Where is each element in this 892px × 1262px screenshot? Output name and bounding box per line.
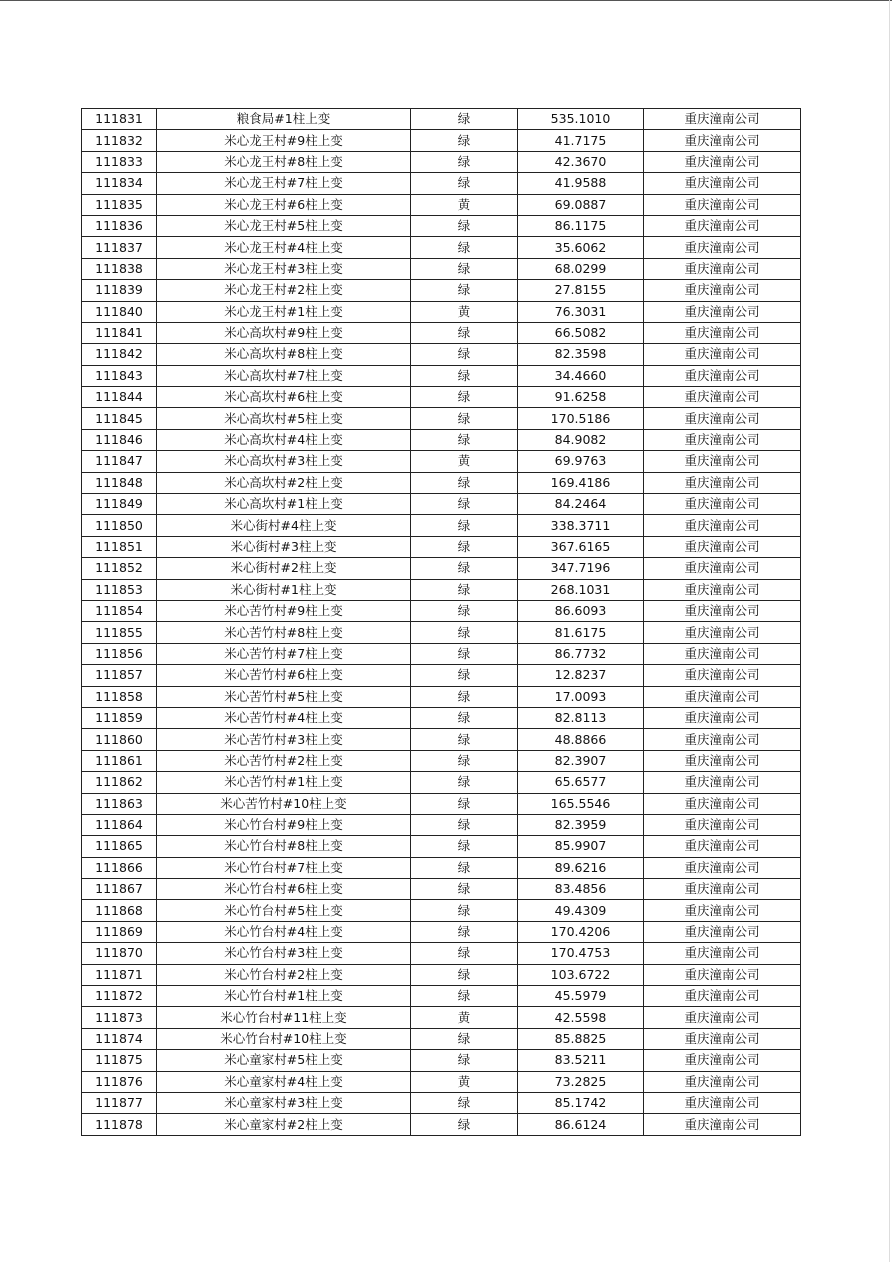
cell-value: 338.3711 <box>518 515 644 536</box>
cell-name: 米心龙王村#3柱上变 <box>157 258 411 279</box>
cell-value: 82.3907 <box>518 750 644 771</box>
cell-organization: 重庆潼南公司 <box>644 943 801 964</box>
cell-value: 85.1742 <box>518 1092 644 1113</box>
table-row <box>82 772 801 793</box>
cell-value: 73.2825 <box>518 1071 644 1092</box>
cell-name: 米心苦竹村#6柱上变 <box>157 665 411 686</box>
table-row <box>82 472 801 493</box>
cell-id: 111832 <box>82 130 157 151</box>
cell-value: 347.7196 <box>518 558 644 579</box>
cell-organization: 重庆潼南公司 <box>644 900 801 921</box>
cell-organization: 重庆潼南公司 <box>644 964 801 985</box>
cell-status-color: 绿 <box>411 579 518 600</box>
cell-value: 165.5546 <box>518 793 644 814</box>
cell-value: 34.4660 <box>518 365 644 386</box>
cell-value: 45.5979 <box>518 986 644 1007</box>
cell-name: 米心高坎村#6柱上变 <box>157 387 411 408</box>
cell-value: 91.6258 <box>518 387 644 408</box>
table-row <box>82 579 801 600</box>
cell-status-color: 绿 <box>411 836 518 857</box>
cell-value: 35.6062 <box>518 237 644 258</box>
table-row <box>82 515 801 536</box>
cell-value: 84.2464 <box>518 494 644 515</box>
cell-value: 41.9588 <box>518 173 644 194</box>
cell-organization: 重庆潼南公司 <box>644 622 801 643</box>
table-row <box>82 130 801 151</box>
cell-id: 111861 <box>82 750 157 771</box>
table-row <box>82 408 801 429</box>
cell-name: 米心高坎村#5柱上变 <box>157 408 411 429</box>
cell-value: 367.6165 <box>518 536 644 557</box>
cell-value: 82.3959 <box>518 814 644 835</box>
cell-status-color: 绿 <box>411 793 518 814</box>
cell-organization: 重庆潼南公司 <box>644 1028 801 1049</box>
cell-value: 83.5211 <box>518 1050 644 1071</box>
cell-value: 82.8113 <box>518 707 644 728</box>
table-row <box>82 109 801 130</box>
table-row <box>82 301 801 322</box>
cell-id: 111864 <box>82 814 157 835</box>
cell-status-color: 绿 <box>411 964 518 985</box>
cell-name: 米心苦竹村#3柱上变 <box>157 729 411 750</box>
table-row <box>82 558 801 579</box>
cell-organization: 重庆潼南公司 <box>644 707 801 728</box>
cell-name: 米心高坎村#8柱上变 <box>157 344 411 365</box>
cell-name: 米心竹台村#9柱上变 <box>157 814 411 835</box>
cell-name: 米心苦竹村#4柱上变 <box>157 707 411 728</box>
table-row <box>82 1092 801 1113</box>
table-row <box>82 194 801 215</box>
cell-id: 111866 <box>82 857 157 878</box>
cell-id: 111872 <box>82 986 157 1007</box>
cell-name: 米心龙王村#8柱上变 <box>157 151 411 172</box>
table-body <box>82 109 801 1136</box>
cell-status-color: 绿 <box>411 1092 518 1113</box>
cell-status-color: 绿 <box>411 280 518 301</box>
cell-name: 米心龙王村#6柱上变 <box>157 194 411 215</box>
cell-organization: 重庆潼南公司 <box>644 558 801 579</box>
table-row <box>82 707 801 728</box>
cell-organization: 重庆潼南公司 <box>644 194 801 215</box>
cell-name: 米心苦竹村#5柱上变 <box>157 686 411 707</box>
cell-organization: 重庆潼南公司 <box>644 1007 801 1028</box>
cell-organization: 重庆潼南公司 <box>644 151 801 172</box>
cell-id: 111865 <box>82 836 157 857</box>
table-row <box>82 793 801 814</box>
cell-value: 17.0093 <box>518 686 644 707</box>
table-row <box>82 1028 801 1049</box>
table-row <box>82 836 801 857</box>
cell-organization: 重庆潼南公司 <box>644 814 801 835</box>
cell-name: 米心苦竹村#1柱上变 <box>157 772 411 793</box>
cell-name: 米心竹台村#5柱上变 <box>157 900 411 921</box>
cell-name: 米心苦竹村#9柱上变 <box>157 600 411 621</box>
page-right-edge <box>889 0 890 1262</box>
table-row <box>82 1007 801 1028</box>
table-row <box>82 258 801 279</box>
cell-value: 86.6124 <box>518 1114 644 1135</box>
cell-value: 84.9082 <box>518 429 644 450</box>
cell-id: 111838 <box>82 258 157 279</box>
table-row <box>82 536 801 557</box>
cell-organization: 重庆潼南公司 <box>644 1114 801 1135</box>
cell-organization: 重庆潼南公司 <box>644 258 801 279</box>
cell-name: 米心竹台村#2柱上变 <box>157 964 411 985</box>
table-row <box>82 622 801 643</box>
cell-value: 86.7732 <box>518 643 644 664</box>
cell-id: 111850 <box>82 515 157 536</box>
cell-name: 米心龙王村#1柱上变 <box>157 301 411 322</box>
cell-id: 111863 <box>82 793 157 814</box>
cell-status-color: 绿 <box>411 643 518 664</box>
cell-status-color: 绿 <box>411 814 518 835</box>
cell-name: 米心苦竹村#7柱上变 <box>157 643 411 664</box>
table-row <box>82 237 801 258</box>
cell-id: 111844 <box>82 387 157 408</box>
cell-status-color: 绿 <box>411 686 518 707</box>
cell-id: 111857 <box>82 665 157 686</box>
cell-status-color: 绿 <box>411 1028 518 1049</box>
cell-id: 111856 <box>82 643 157 664</box>
cell-status-color: 绿 <box>411 857 518 878</box>
cell-organization: 重庆潼南公司 <box>644 109 801 130</box>
cell-status-color: 绿 <box>411 151 518 172</box>
cell-value: 65.6577 <box>518 772 644 793</box>
cell-organization: 重庆潼南公司 <box>644 1050 801 1071</box>
cell-value: 42.5598 <box>518 1007 644 1028</box>
table-row <box>82 665 801 686</box>
table-row <box>82 1050 801 1071</box>
cell-id: 111860 <box>82 729 157 750</box>
cell-name: 米心街村#4柱上变 <box>157 515 411 536</box>
cell-name: 米心高坎村#9柱上变 <box>157 322 411 343</box>
cell-id: 111876 <box>82 1071 157 1092</box>
cell-name: 米心高坎村#3柱上变 <box>157 451 411 472</box>
cell-id: 111862 <box>82 772 157 793</box>
cell-status-color: 绿 <box>411 408 518 429</box>
cell-status-color: 黄 <box>411 1007 518 1028</box>
cell-status-color: 绿 <box>411 173 518 194</box>
cell-name: 米心街村#1柱上变 <box>157 579 411 600</box>
table-row <box>82 387 801 408</box>
cell-organization: 重庆潼南公司 <box>644 365 801 386</box>
cell-name: 粮食局#1柱上变 <box>157 109 411 130</box>
cell-id: 111853 <box>82 579 157 600</box>
cell-status-color: 绿 <box>411 1050 518 1071</box>
cell-value: 27.8155 <box>518 280 644 301</box>
cell-id: 111875 <box>82 1050 157 1071</box>
cell-organization: 重庆潼南公司 <box>644 879 801 900</box>
cell-organization: 重庆潼南公司 <box>644 451 801 472</box>
table-row <box>82 1071 801 1092</box>
cell-name: 米心童家村#2柱上变 <box>157 1114 411 1135</box>
cell-status-color: 绿 <box>411 365 518 386</box>
cell-status-color: 绿 <box>411 429 518 450</box>
cell-organization: 重庆潼南公司 <box>644 408 801 429</box>
cell-organization: 重庆潼南公司 <box>644 536 801 557</box>
table-row <box>82 1114 801 1135</box>
table-row <box>82 729 801 750</box>
table-row <box>82 344 801 365</box>
cell-status-color: 绿 <box>411 215 518 236</box>
cell-id: 111846 <box>82 429 157 450</box>
cell-organization: 重庆潼南公司 <box>644 986 801 1007</box>
cell-status-color: 绿 <box>411 921 518 942</box>
cell-value: 69.0887 <box>518 194 644 215</box>
table-row <box>82 173 801 194</box>
cell-organization: 重庆潼南公司 <box>644 130 801 151</box>
cell-name: 米心竹台村#7柱上变 <box>157 857 411 878</box>
cell-organization: 重庆潼南公司 <box>644 665 801 686</box>
table-row <box>82 322 801 343</box>
table-row <box>82 879 801 900</box>
cell-name: 米心童家村#4柱上变 <box>157 1071 411 1092</box>
cell-status-color: 绿 <box>411 536 518 557</box>
table-row <box>82 857 801 878</box>
cell-value: 83.4856 <box>518 879 644 900</box>
cell-name: 米心竹台村#11柱上变 <box>157 1007 411 1028</box>
cell-organization: 重庆潼南公司 <box>644 643 801 664</box>
cell-value: 68.0299 <box>518 258 644 279</box>
cell-status-color: 绿 <box>411 900 518 921</box>
transformer-table <box>81 108 801 1136</box>
cell-name: 米心苦竹村#8柱上变 <box>157 622 411 643</box>
cell-name: 米心苦竹村#2柱上变 <box>157 750 411 771</box>
cell-organization: 重庆潼南公司 <box>644 429 801 450</box>
cell-id: 111851 <box>82 536 157 557</box>
cell-organization: 重庆潼南公司 <box>644 215 801 236</box>
cell-organization: 重庆潼南公司 <box>644 301 801 322</box>
cell-id: 111868 <box>82 900 157 921</box>
cell-id: 111837 <box>82 237 157 258</box>
cell-value: 82.3598 <box>518 344 644 365</box>
cell-id: 111843 <box>82 365 157 386</box>
cell-organization: 重庆潼南公司 <box>644 515 801 536</box>
cell-organization: 重庆潼南公司 <box>644 793 801 814</box>
cell-name: 米心竹台村#3柱上变 <box>157 943 411 964</box>
cell-id: 111845 <box>82 408 157 429</box>
cell-organization: 重庆潼南公司 <box>644 772 801 793</box>
cell-value: 170.4753 <box>518 943 644 964</box>
cell-value: 49.4309 <box>518 900 644 921</box>
cell-status-color: 绿 <box>411 729 518 750</box>
cell-id: 111834 <box>82 173 157 194</box>
cell-id: 111878 <box>82 1114 157 1135</box>
table-row <box>82 215 801 236</box>
cell-value: 170.4206 <box>518 921 644 942</box>
cell-organization: 重庆潼南公司 <box>644 1092 801 1113</box>
table-row <box>82 280 801 301</box>
cell-status-color: 绿 <box>411 1114 518 1135</box>
cell-value: 103.6722 <box>518 964 644 985</box>
cell-name: 米心高坎村#1柱上变 <box>157 494 411 515</box>
cell-status-color: 黄 <box>411 451 518 472</box>
cell-status-color: 绿 <box>411 109 518 130</box>
cell-name: 米心龙王村#4柱上变 <box>157 237 411 258</box>
table-row <box>82 986 801 1007</box>
cell-organization: 重庆潼南公司 <box>644 344 801 365</box>
cell-value: 86.1175 <box>518 215 644 236</box>
table-row <box>82 494 801 515</box>
cell-status-color: 绿 <box>411 258 518 279</box>
cell-value: 12.8237 <box>518 665 644 686</box>
table-row <box>82 943 801 964</box>
table-row <box>82 365 801 386</box>
table-row <box>82 686 801 707</box>
cell-organization: 重庆潼南公司 <box>644 472 801 493</box>
cell-status-color: 绿 <box>411 879 518 900</box>
cell-id: 111874 <box>82 1028 157 1049</box>
cell-name: 米心童家村#3柱上变 <box>157 1092 411 1113</box>
table-row <box>82 151 801 172</box>
table-row <box>82 600 801 621</box>
cell-status-color: 绿 <box>411 472 518 493</box>
cell-id: 111841 <box>82 322 157 343</box>
cell-id: 111848 <box>82 472 157 493</box>
cell-organization: 重庆潼南公司 <box>644 750 801 771</box>
cell-id: 111840 <box>82 301 157 322</box>
cell-id: 111869 <box>82 921 157 942</box>
cell-id: 111852 <box>82 558 157 579</box>
cell-status-color: 绿 <box>411 986 518 1007</box>
cell-name: 米心高坎村#4柱上变 <box>157 429 411 450</box>
table-row <box>82 921 801 942</box>
cell-value: 69.9763 <box>518 451 644 472</box>
cell-name: 米心街村#3柱上变 <box>157 536 411 557</box>
cell-value: 268.1031 <box>518 579 644 600</box>
cell-name: 米心苦竹村#10柱上变 <box>157 793 411 814</box>
cell-status-color: 绿 <box>411 130 518 151</box>
cell-name: 米心童家村#5柱上变 <box>157 1050 411 1071</box>
cell-organization: 重庆潼南公司 <box>644 494 801 515</box>
cell-organization: 重庆潼南公司 <box>644 237 801 258</box>
cell-name: 米心龙王村#7柱上变 <box>157 173 411 194</box>
cell-value: 41.7175 <box>518 130 644 151</box>
cell-status-color: 绿 <box>411 387 518 408</box>
cell-value: 86.6093 <box>518 600 644 621</box>
table-row <box>82 814 801 835</box>
cell-organization: 重庆潼南公司 <box>644 836 801 857</box>
cell-id: 111836 <box>82 215 157 236</box>
table-row <box>82 643 801 664</box>
cell-id: 111849 <box>82 494 157 515</box>
cell-status-color: 黄 <box>411 194 518 215</box>
cell-value: 535.1010 <box>518 109 644 130</box>
cell-status-color: 绿 <box>411 237 518 258</box>
cell-status-color: 绿 <box>411 750 518 771</box>
table-row <box>82 451 801 472</box>
cell-status-color: 绿 <box>411 665 518 686</box>
cell-organization: 重庆潼南公司 <box>644 173 801 194</box>
cell-status-color: 绿 <box>411 494 518 515</box>
cell-organization: 重庆潼南公司 <box>644 322 801 343</box>
cell-status-color: 绿 <box>411 707 518 728</box>
cell-name: 米心街村#2柱上变 <box>157 558 411 579</box>
cell-status-color: 绿 <box>411 943 518 964</box>
cell-id: 111873 <box>82 1007 157 1028</box>
cell-value: 169.4186 <box>518 472 644 493</box>
cell-status-color: 绿 <box>411 322 518 343</box>
cell-value: 85.9907 <box>518 836 644 857</box>
cell-name: 米心高坎村#2柱上变 <box>157 472 411 493</box>
cell-value: 66.5082 <box>518 322 644 343</box>
cell-name: 米心龙王村#2柱上变 <box>157 280 411 301</box>
cell-value: 48.8866 <box>518 729 644 750</box>
cell-id: 111833 <box>82 151 157 172</box>
cell-id: 111867 <box>82 879 157 900</box>
cell-id: 111855 <box>82 622 157 643</box>
cell-organization: 重庆潼南公司 <box>644 579 801 600</box>
table-row <box>82 429 801 450</box>
cell-organization: 重庆潼南公司 <box>644 387 801 408</box>
cell-organization: 重庆潼南公司 <box>644 1071 801 1092</box>
cell-id: 111842 <box>82 344 157 365</box>
cell-status-color: 绿 <box>411 772 518 793</box>
cell-name: 米心龙王村#5柱上变 <box>157 215 411 236</box>
cell-status-color: 绿 <box>411 558 518 579</box>
cell-id: 111831 <box>82 109 157 130</box>
cell-organization: 重庆潼南公司 <box>644 686 801 707</box>
cell-id: 111835 <box>82 194 157 215</box>
cell-name: 米心竹台村#10柱上变 <box>157 1028 411 1049</box>
table-row <box>82 750 801 771</box>
cell-name: 米心竹台村#4柱上变 <box>157 921 411 942</box>
cell-value: 89.6216 <box>518 857 644 878</box>
table-row <box>82 900 801 921</box>
page-top-border <box>0 0 892 1</box>
cell-status-color: 绿 <box>411 600 518 621</box>
cell-value: 81.6175 <box>518 622 644 643</box>
cell-organization: 重庆潼南公司 <box>644 280 801 301</box>
cell-id: 111858 <box>82 686 157 707</box>
cell-name: 米心竹台村#1柱上变 <box>157 986 411 1007</box>
cell-name: 米心竹台村#6柱上变 <box>157 879 411 900</box>
cell-status-color: 绿 <box>411 344 518 365</box>
cell-id: 111847 <box>82 451 157 472</box>
cell-status-color: 绿 <box>411 515 518 536</box>
cell-id: 111839 <box>82 280 157 301</box>
cell-organization: 重庆潼南公司 <box>644 857 801 878</box>
cell-name: 米心竹台村#8柱上变 <box>157 836 411 857</box>
cell-status-color: 黄 <box>411 301 518 322</box>
cell-value: 42.3670 <box>518 151 644 172</box>
cell-id: 111859 <box>82 707 157 728</box>
cell-value: 170.5186 <box>518 408 644 429</box>
cell-organization: 重庆潼南公司 <box>644 921 801 942</box>
cell-organization: 重庆潼南公司 <box>644 729 801 750</box>
cell-status-color: 黄 <box>411 1071 518 1092</box>
cell-id: 111854 <box>82 600 157 621</box>
cell-value: 76.3031 <box>518 301 644 322</box>
cell-status-color: 绿 <box>411 622 518 643</box>
cell-id: 111870 <box>82 943 157 964</box>
table-row <box>82 964 801 985</box>
cell-name: 米心高坎村#7柱上变 <box>157 365 411 386</box>
cell-value: 85.8825 <box>518 1028 644 1049</box>
cell-name: 米心龙王村#9柱上变 <box>157 130 411 151</box>
cell-organization: 重庆潼南公司 <box>644 600 801 621</box>
cell-id: 111877 <box>82 1092 157 1113</box>
cell-id: 111871 <box>82 964 157 985</box>
